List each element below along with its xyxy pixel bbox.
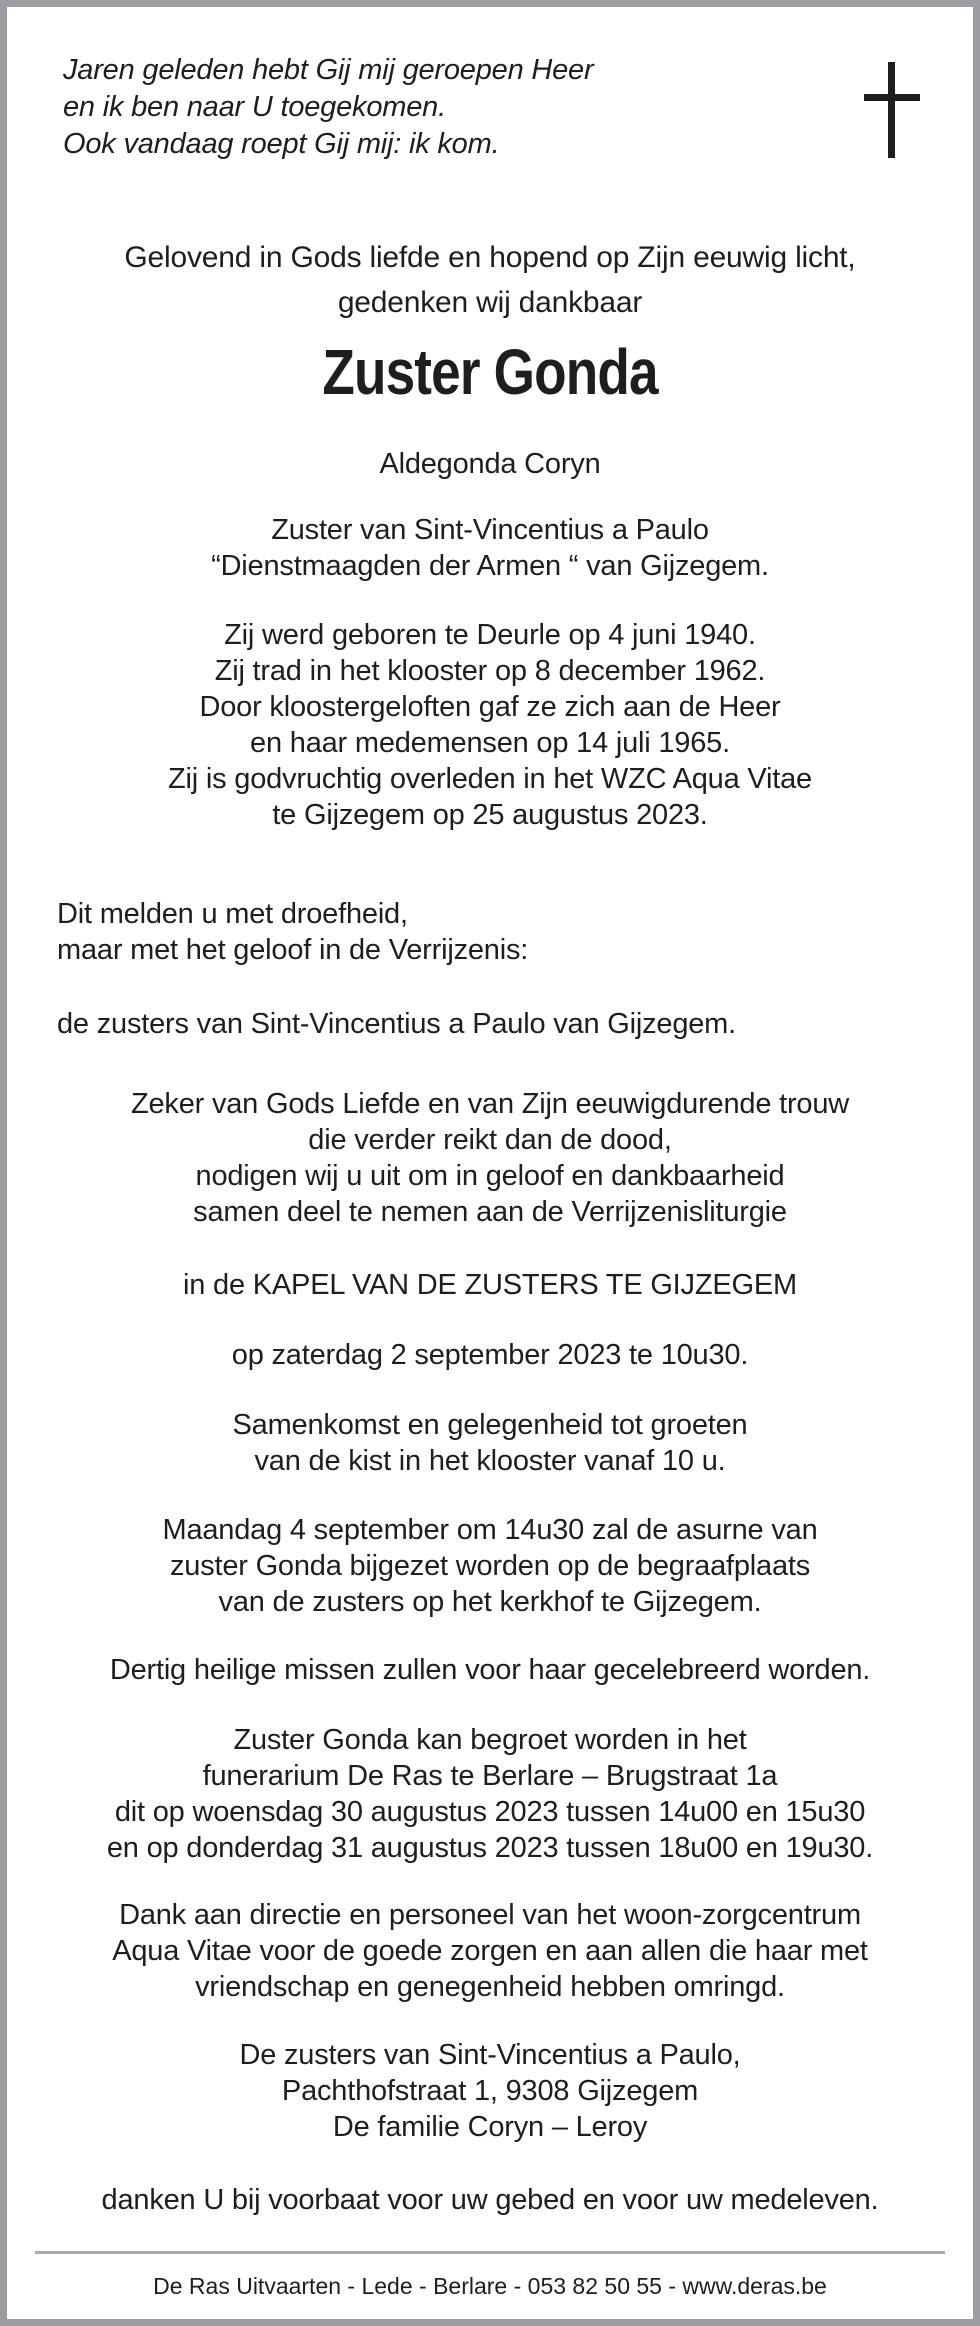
- intro-line: gedenken wij dankbaar: [337, 286, 643, 319]
- signatories-text: [55, 2037, 925, 2145]
- visitation-line: funerarium De Ras te Berlare – Brugstraat 1a: [202, 1759, 778, 1792]
- quote-line: Ook vandaag roept Gij mij: ik kom.: [63, 128, 500, 160]
- visitation-text: [55, 1722, 925, 1866]
- visitation-line: dit op woensdag 30 augustus 2023 tussen 14u00 en 15u30: [114, 1795, 866, 1828]
- cross-stem: [888, 62, 895, 158]
- signatory-line: Pachthofstraat 1, 9308 Gijzegem: [281, 2074, 699, 2107]
- footer-divider: [35, 2251, 945, 2254]
- opening-quote: [63, 52, 703, 163]
- invitation-text: [55, 1086, 925, 1230]
- deceased-name: Zuster Gonda: [322, 336, 658, 408]
- chapel-location: in de KAPEL VAN DE ZUSTERS TE GIJZEGEM: [183, 1268, 797, 1301]
- invitation-line: die verder reikt dan de dood,: [308, 1123, 672, 1156]
- announcement-text: [57, 896, 925, 968]
- birth-name: Aldegonda Coryn: [379, 447, 601, 480]
- invitation-line: nodigen wij u uit om in geloof en dankbaarheid: [195, 1159, 785, 1192]
- burial-line: Maandag 4 september om 14u30 zal de asurne van: [162, 1513, 818, 1546]
- life-line: Zij werd geboren te Deurle op 4 juni 1940.: [224, 618, 756, 651]
- page-title: [55, 336, 925, 408]
- burial-text: [55, 1512, 925, 1620]
- burial-line: zuster Gonda bijgezet worden op de begraafplaats: [169, 1549, 811, 1582]
- masses-text: Dertig heilige missen zullen voor haar gecelebreerd worden.: [109, 1653, 871, 1686]
- burial-line: van de zusters op het kerkhof te Gijzegem.: [218, 1585, 762, 1618]
- intro-text: [55, 235, 925, 325]
- cross-arm: [864, 94, 920, 101]
- funeral-home-footer: De Ras Uitvaarten - Lede - Berlare - 053 82 50 55 - www.deras.be: [153, 2272, 827, 2299]
- invitation-line: samen deel te nemen aan de Verrijzenisliturgie: [193, 1195, 787, 1228]
- life-line: Door kloostergeloften gaf ze zich aan de Heer: [199, 690, 781, 723]
- latin-cross-icon: [864, 62, 920, 158]
- announcers-text: de zusters van Sint-Vincentius a Paulo van Gijzegem.: [57, 1007, 736, 1040]
- thanks-text: [55, 1897, 925, 2005]
- announcement-line: maar met het geloof in de Verrijzenis:: [57, 933, 529, 966]
- thanks-line: Dank aan directie en personeel van het woon-zorgcentrum: [119, 1898, 861, 1931]
- life-line: Zij is godvruchtig overleden in het WZC Aqua Vitae: [168, 762, 812, 795]
- life-line: Zij trad in het klooster op 8 december 1962.: [214, 654, 766, 687]
- gathering-text: [55, 1407, 925, 1479]
- visitation-line: Zuster Gonda kan begroet worden in het: [233, 1723, 747, 1756]
- visitation-line: en op donderdag 31 augustus 2023 tussen 18u00 en 19u30.: [106, 1831, 874, 1864]
- gathering-line: van de kist in het klooster vanaf 10 u.: [254, 1444, 726, 1477]
- quote-line: Jaren geleden hebt Gij mij geroepen Heer: [63, 54, 594, 86]
- life-dates-text: [55, 617, 925, 833]
- life-line: te Gijzegem op 25 augustus 2023.: [272, 798, 708, 831]
- thanks-line: vriendschap en genegenheid hebben omringd.: [195, 1970, 785, 2003]
- signatory-line: De familie Coryn – Leroy: [332, 2110, 648, 2143]
- congregation-text: [55, 512, 925, 584]
- quote-line: en ik ben naar U toegekomen.: [63, 91, 446, 123]
- signatory-line: De zusters van Sint-Vincentius a Paulo,: [239, 2038, 741, 2071]
- closing-text: danken U bij voorbaat voor uw gebed en voor uw medeleven.: [101, 2183, 879, 2216]
- congregation-line: “Dienstmaagden der Armen “ van Gijzegem.: [211, 549, 769, 582]
- life-line: en haar medemensen op 14 juli 1965.: [250, 726, 730, 759]
- thanks-line: Aqua Vitae voor de goede zorgen en aan allen die haar met: [112, 1934, 868, 1967]
- announcement-line: Dit melden u met droefheid,: [57, 897, 408, 930]
- congregation-line: Zuster van Sint-Vincentius a Paulo: [271, 513, 709, 546]
- invitation-line: Zeker van Gods Liefde en van Zijn eeuwigdurende trouw: [130, 1087, 850, 1120]
- service-date: op zaterdag 2 september 2023 te 10u30.: [231, 1338, 749, 1371]
- intro-line: Gelovend in Gods liefde en hopend op Zijn eeuwig licht,: [124, 241, 856, 274]
- gathering-line: Samenkomst en gelegenheid tot groeten: [232, 1408, 748, 1441]
